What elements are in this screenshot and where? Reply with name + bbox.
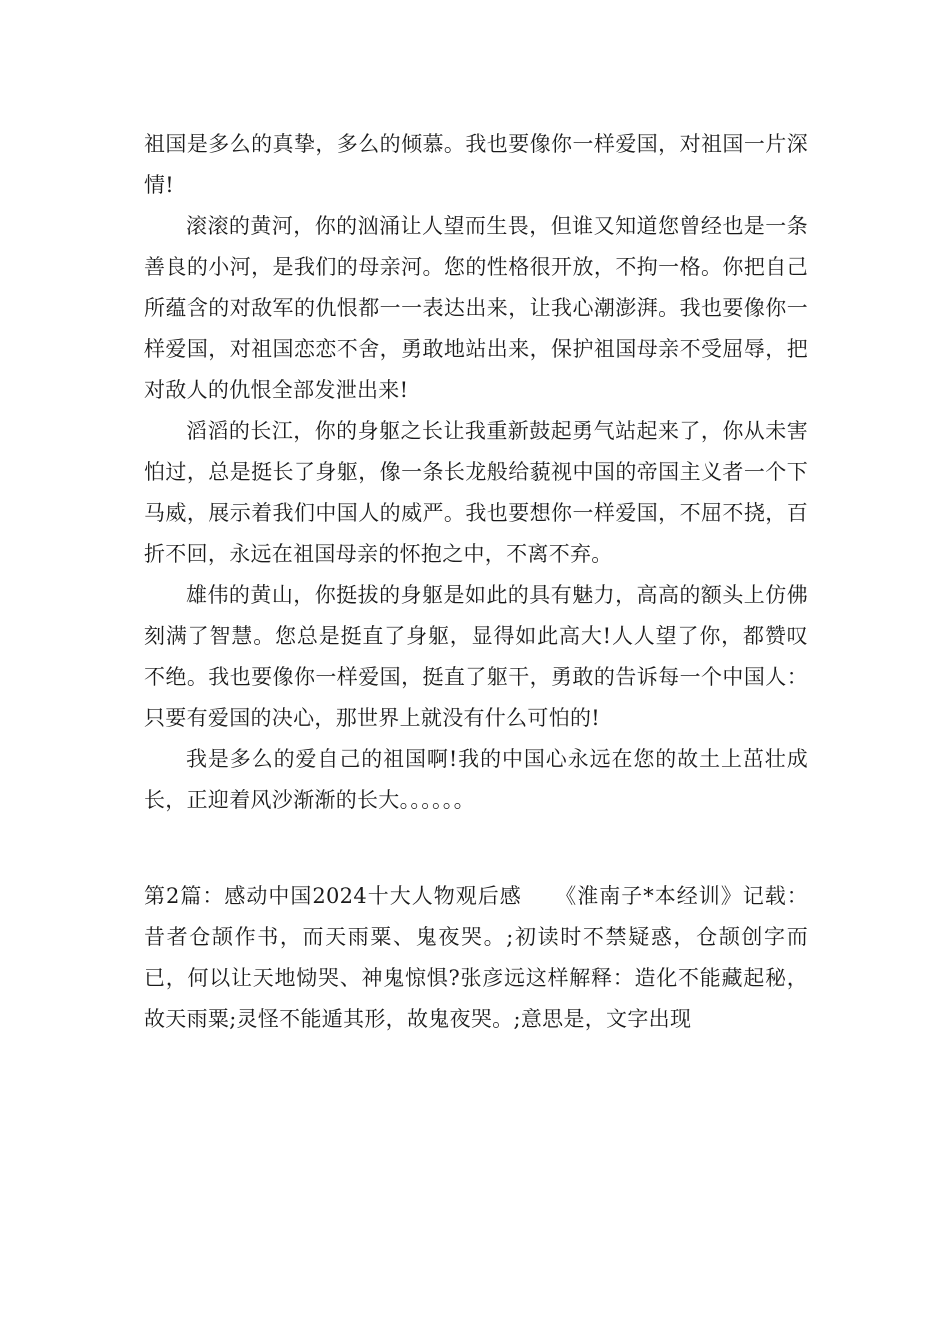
paragraph-yellow-river: 滚滚的黄河，你的汹涌让人望而生畏，但谁又知道您曾经也是一条善良的小河，是我们的母亲河。您的性格很开放，不拘一格。你把自己所蕴含的对敌军的仇恨都一一表达出来，让我心潮澎湃。我也要像你一样爱国，对祖国恋恋不舍，勇敢地站出来，保护祖国母亲不受屈辱，把对敌人的仇恨全部发泄出来! bbox=[144, 214, 808, 402]
paragraph-huangshan: 雄伟的黄山，你挺拔的身躯是如此的具有魅力，高高的额头上仿佛刻满了智慧。您总是挺直了身躯，显得如此高大!人人望了你，都赞叹不绝。我也要像你一样爱国，挺直了躯干，勇敢的告诉每一个中国人：只要有爱国的决心，那世界上就没有什么可怕的! bbox=[144, 583, 808, 730]
paragraph-yangtze-river: 滔滔的长江，你的身躯之长让我重新鼓起勇气站起来了，你从未害怕过，总是挺长了身躯，像一条长龙般给藐视中国的帝国主义者一个下马威，展示着我们中国人的威严。我也要想你一样爱国，不屈不挠，百折不回，永远在祖国母亲的怀抱之中，不离不弃。 bbox=[144, 419, 808, 566]
section-2-paragraph: 第2篇：感动中国2024十大人物观后感 《淮南子*本经训》记载：昔者仓颉作书，而天雨粟、鬼夜哭。;初读时不禁疑惑，仓颉创字而已，何以让天地恸哭、神鬼惊惧?张彦远这样解释：造化不能藏起秘，故天雨粟;灵怪不能遁其形，故鬼夜哭。;意思是，文字出现 bbox=[144, 884, 808, 1031]
paragraph-continuation: 祖国是多么的真挚，多么的倾慕。我也要像你一样爱国，对祖国一片深情! bbox=[144, 132, 808, 197]
document-page bbox=[144, 124, 808, 1040]
paragraph-conclusion: 我是多么的爱自己的祖国啊!我的中国心永远在您的故土上茁壮成长，正迎着风沙渐渐的长大。。。。。。 bbox=[144, 747, 808, 812]
section-gap bbox=[144, 821, 808, 876]
